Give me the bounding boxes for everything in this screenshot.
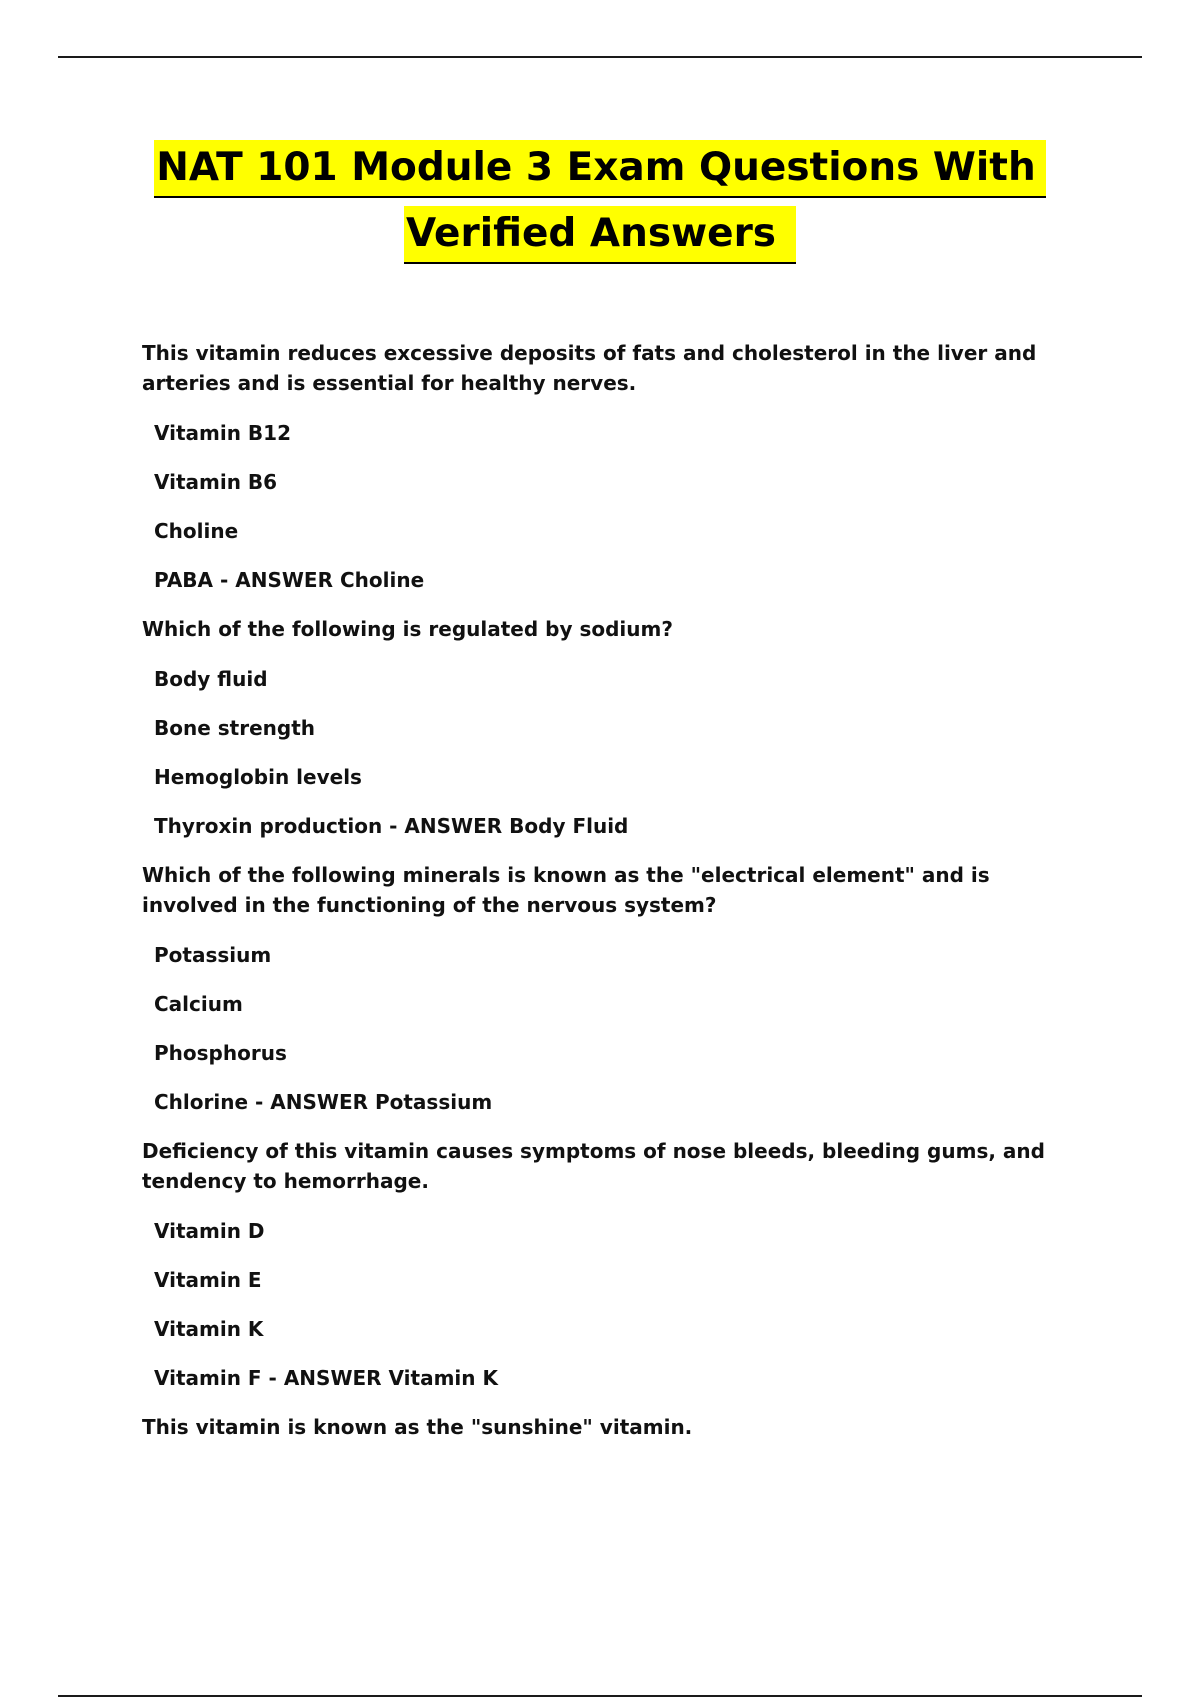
- question-3-option-1: Potassium: [154, 943, 272, 967]
- question-4-option-3: Vitamin K: [154, 1317, 264, 1341]
- question-1-text: This vitamin reduces excessive deposits of fats and cholesterol in the liver and arteries and is essential for healthy nerves.: [142, 341, 1037, 395]
- question-2-text: Which of the following is regulated by sodium?: [142, 617, 673, 641]
- question-3-option-2: Calcium: [154, 992, 243, 1016]
- title-line-1: NAT 101 Module 3 Exam Questions With: [154, 140, 1045, 198]
- question-4-option-2: Vitamin E: [154, 1268, 262, 1292]
- question-3-option-4-answer: Chlorine - ANSWER Potassium: [154, 1090, 493, 1114]
- title-line-2: Verified Answers: [404, 206, 796, 264]
- top-rule: [58, 56, 1142, 58]
- question-5: [142, 1412, 1087, 1442]
- bottom-rule: [58, 1695, 1142, 1697]
- question-1: [142, 338, 1087, 595]
- question-4-option-4-answer: Vitamin F - ANSWER Vitamin K: [154, 1366, 498, 1390]
- question-4-option-1: Vitamin D: [154, 1219, 265, 1243]
- question-3-text: Which of the following minerals is known as the "electrical element" and is involved in the functioning of the nervous system?: [142, 863, 990, 917]
- question-2-option-3: Hemoglobin levels: [154, 765, 362, 789]
- question-4: [142, 1136, 1087, 1393]
- question-3: [142, 860, 1087, 1117]
- document-title: [0, 140, 1200, 264]
- question-4-text: Deficiency of this vitamin causes symptoms of nose bleeds, bleeding gums, and tendency to hemorrhage.: [142, 1139, 1045, 1193]
- question-2-option-1: Body fluid: [154, 667, 268, 691]
- question-1-option-3: Choline: [154, 519, 239, 543]
- question-3-option-3: Phosphorus: [154, 1041, 287, 1065]
- question-2-option-2: Bone strength: [154, 716, 315, 740]
- question-2-option-4-answer: Thyroxin production - ANSWER Body Fluid: [154, 814, 629, 838]
- question-list: [142, 338, 1087, 1462]
- question-1-option-4-answer: PABA - ANSWER Choline: [154, 568, 425, 592]
- question-2: [142, 614, 1087, 841]
- question-1-option-1: Vitamin B12: [154, 421, 292, 445]
- question-1-option-2: Vitamin B6: [154, 470, 278, 494]
- question-5-text: This vitamin is known as the "sunshine" vitamin.: [142, 1415, 693, 1439]
